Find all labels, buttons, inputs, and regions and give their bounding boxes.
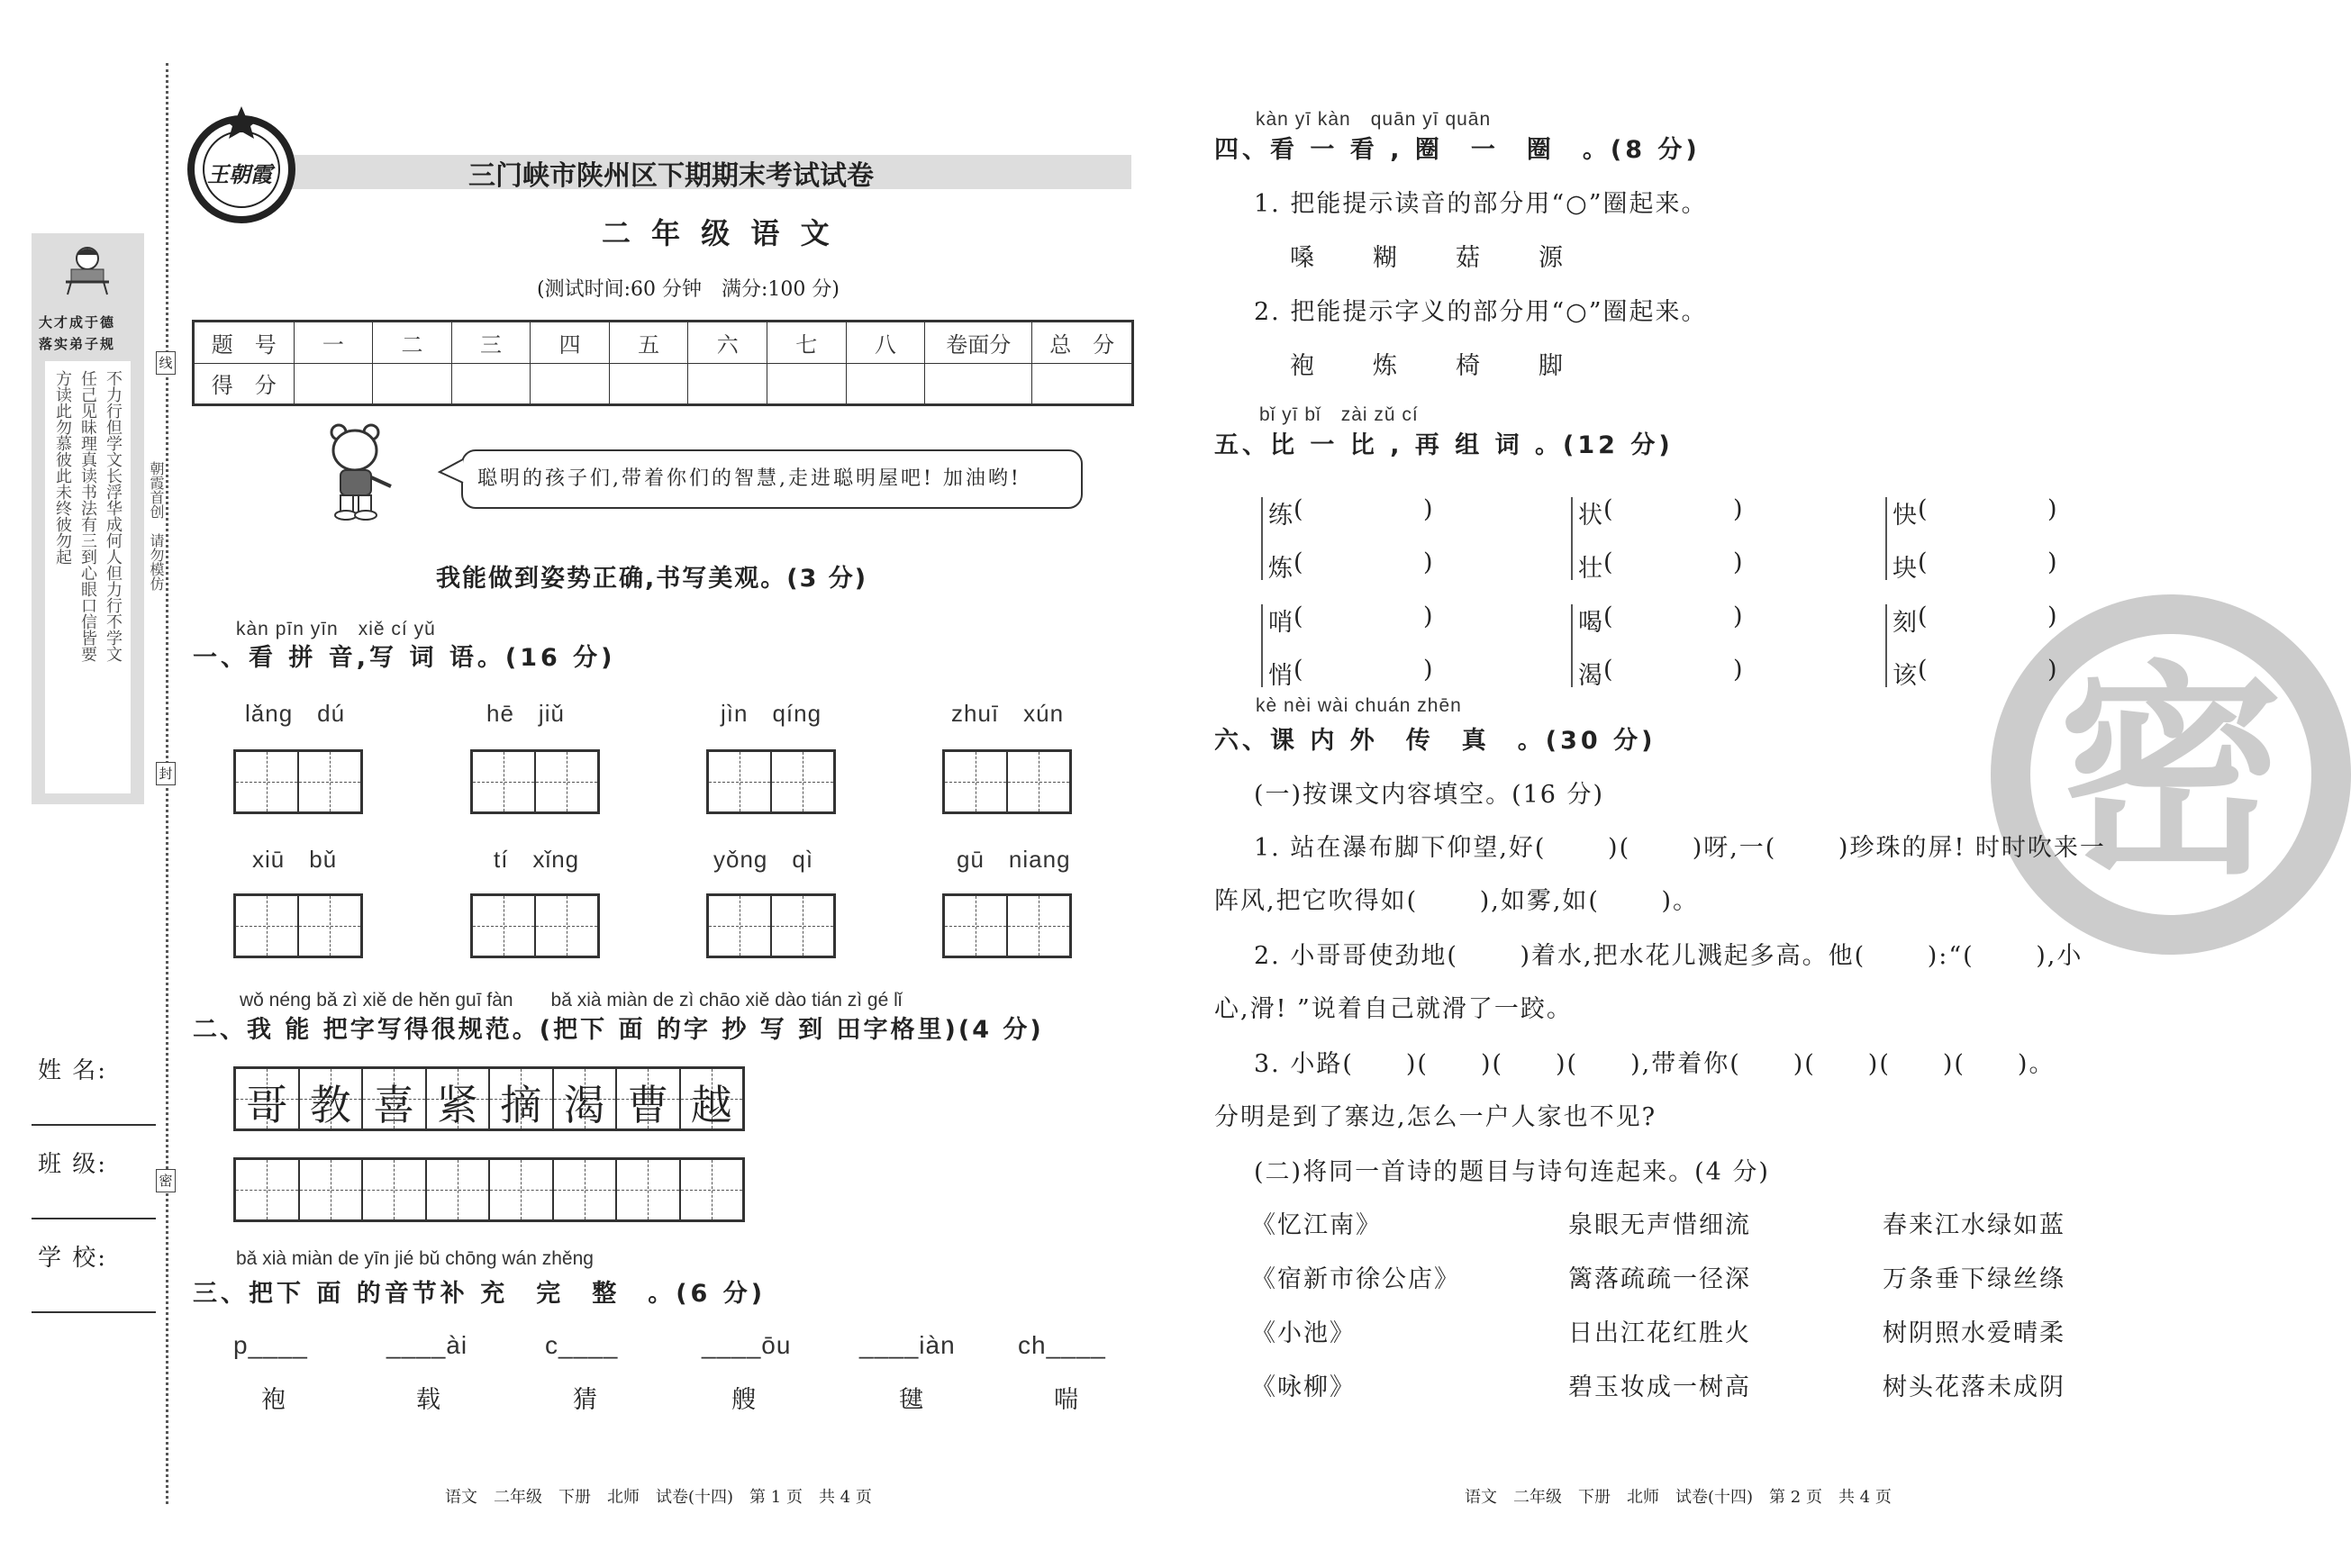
footer-page-2: 语文 二年级 下册 北师 试卷(十四) 第 2 页 共 4 页 bbox=[1465, 1488, 1892, 1507]
poem-line[interactable]: 碧玉妆成一树高 bbox=[1568, 1373, 1751, 1401]
model-char: 教 bbox=[309, 1081, 351, 1129]
table-header-cell: 五 bbox=[609, 322, 688, 364]
poem-line[interactable]: 篱落疏疏一径深 bbox=[1568, 1265, 1751, 1293]
writing-grid[interactable] bbox=[470, 749, 600, 814]
verse-column: 不力行但学文长浮华成何人但力行不学文 bbox=[104, 370, 123, 662]
writing-grid[interactable] bbox=[233, 749, 363, 814]
word-blank-close: ) bbox=[1733, 656, 1745, 684]
poem-title[interactable]: 《小池》 bbox=[1251, 1319, 1356, 1347]
model-char: 越 bbox=[690, 1081, 732, 1129]
word-pinyin: zhuī xún bbox=[951, 700, 1065, 727]
syllable-blank[interactable]: ____ài bbox=[386, 1331, 468, 1359]
q6-part2-heading: (二)将同一首诗的题目与诗句连起来。(4 分) bbox=[1254, 1158, 1770, 1186]
table-row bbox=[194, 322, 1133, 364]
group-bracket bbox=[1261, 497, 1263, 580]
q6-part1-heading: (一)按课文内容填空。(16 分) bbox=[1254, 781, 1605, 809]
syllable-blank[interactable]: p____ bbox=[233, 1331, 308, 1359]
group-bracket bbox=[1261, 604, 1263, 687]
word-blank-close: ) bbox=[2047, 495, 2059, 523]
compare-char: 状 bbox=[1578, 502, 1604, 530]
table-row bbox=[194, 363, 1133, 405]
fill-line: 分明是到了寨边,怎么一户人家也不见? bbox=[1214, 1103, 1657, 1131]
word-blank-open[interactable]: ( bbox=[1603, 495, 1615, 523]
word-pinyin: yǒng qì bbox=[713, 846, 814, 873]
q3-pinyin: bǎ xià miàn de yīn jié bǔ chōng wán zhěng bbox=[236, 1248, 594, 1269]
score-cell[interactable] bbox=[767, 363, 846, 405]
syllable-char: 喘 bbox=[1054, 1386, 1080, 1414]
cut-mark-secret: 密 bbox=[156, 1169, 176, 1192]
word-blank-open[interactable]: ( bbox=[1918, 495, 1929, 523]
table-header-cell: 一 bbox=[294, 322, 373, 364]
name-field[interactable] bbox=[32, 1124, 156, 1126]
model-char: 紧 bbox=[436, 1081, 478, 1129]
compare-char: 该 bbox=[1893, 662, 1919, 690]
poem-title[interactable]: 《咏柳》 bbox=[1251, 1373, 1356, 1401]
table-header-cell: 六 bbox=[688, 322, 767, 364]
sidebar-motto-2: 落实弟子规 bbox=[39, 336, 116, 352]
student-reading-illustration bbox=[60, 242, 114, 296]
score-cell[interactable] bbox=[294, 363, 373, 405]
word-pinyin: lǎng dú bbox=[245, 700, 346, 727]
word-blank-close: ) bbox=[1423, 548, 1435, 576]
group-bracket bbox=[1571, 497, 1573, 580]
score-cell[interactable] bbox=[373, 363, 452, 405]
word-pinyin: gū niang bbox=[957, 846, 1071, 873]
class-label: 班 级: bbox=[38, 1151, 108, 1178]
q2-heading: 二、我 能 把字写得很规范。(把下 面 的字 抄 写 到 田字格里)(4 分) bbox=[193, 1016, 1044, 1044]
table-header-cell: 二 bbox=[373, 322, 452, 364]
score-cell[interactable] bbox=[609, 363, 688, 405]
q6-heading: 六、课 内 外 传 真 。(30 分) bbox=[1214, 727, 1657, 755]
posture-heading: 我能做到姿势正确,书写美观。(3 分) bbox=[436, 565, 868, 593]
side-note: 朝霞首创 请勿模仿 bbox=[148, 461, 165, 591]
exam-info: (测试时间:60 分钟 满分:100 分) bbox=[537, 278, 840, 301]
word-blank-open[interactable]: ( bbox=[1294, 656, 1305, 684]
fill-line[interactable]: 阵风,把它吹得如( ),如雾,如( )。 bbox=[1214, 887, 1700, 915]
compare-char: 悄 bbox=[1268, 662, 1294, 690]
speech-bubble-tail bbox=[440, 458, 463, 485]
word-blank-close: ) bbox=[1733, 548, 1745, 576]
model-char: 哥 bbox=[246, 1081, 288, 1129]
q4-char: 椅 bbox=[1456, 352, 1482, 380]
fill-line[interactable]: 2. 小哥哥使劲地( )着水,把水花儿溅起多高。他( ):“( ),小 bbox=[1254, 942, 2083, 970]
word-blank-open[interactable]: ( bbox=[1603, 603, 1615, 630]
speech-bubble-text: 聪明的孩子们,带着你们的智慧,走进聪明屋吧! 加油哟! bbox=[477, 467, 1021, 490]
brand-logo bbox=[187, 106, 295, 223]
table-header-cell: 八 bbox=[846, 322, 925, 364]
word-blank-close: ) bbox=[1423, 603, 1435, 630]
model-char: 摘 bbox=[500, 1081, 542, 1129]
word-pinyin: jìn qíng bbox=[721, 700, 822, 727]
q4-char: 袍 bbox=[1290, 352, 1316, 380]
q4-instruction-2: 2. 把能提示字义的部分用“○”圈起来。 bbox=[1254, 298, 1708, 326]
table-header-cell: 四 bbox=[531, 322, 610, 364]
writing-grid[interactable] bbox=[233, 893, 363, 958]
compare-char: 练 bbox=[1268, 502, 1294, 530]
writing-grid[interactable] bbox=[706, 893, 836, 958]
name-label: 姓 名: bbox=[38, 1057, 108, 1084]
footer-page-1: 语文 二年级 下册 北师 试卷(十四) 第 1 页 共 4 页 bbox=[445, 1488, 872, 1507]
q1-heading: 一、看 拼 音,写 词 语。(16 分) bbox=[193, 644, 616, 672]
syllable-char: 猜 bbox=[573, 1386, 599, 1414]
syllable-blank[interactable]: c____ bbox=[545, 1331, 619, 1359]
syllable-blank[interactable]: ____iàn bbox=[859, 1331, 956, 1359]
class-field[interactable] bbox=[32, 1218, 156, 1219]
poem-line[interactable]: 泉眼无声惜细流 bbox=[1568, 1211, 1751, 1239]
score-table bbox=[192, 320, 1134, 406]
syllable-blank[interactable]: ch____ bbox=[1018, 1331, 1106, 1359]
logo-text: 王朝霞 bbox=[207, 161, 272, 187]
compare-char: 渴 bbox=[1578, 662, 1604, 690]
word-blank-close: ) bbox=[1733, 603, 1745, 630]
syllable-char: 艘 bbox=[731, 1386, 758, 1414]
score-cell[interactable] bbox=[846, 363, 925, 405]
poem-line[interactable]: 万条垂下绿丝绦 bbox=[1883, 1265, 2065, 1293]
secret-watermark: 密 bbox=[1991, 594, 2351, 955]
word-pinyin: hē jiǔ bbox=[486, 700, 565, 727]
compare-char: 壮 bbox=[1578, 555, 1604, 583]
sidebar-panel bbox=[32, 233, 144, 804]
score-cell[interactable] bbox=[451, 363, 531, 405]
q5-heading: 五、比 一 比 , 再 组 词 。(12 分) bbox=[1214, 431, 1674, 459]
word-blank-close: ) bbox=[1733, 495, 1745, 523]
syllable-char: 袍 bbox=[261, 1386, 287, 1414]
fill-line[interactable]: 1. 站在瀑布脚下仰望,好( )( )呀,一( )珍珠的屏! 时时吹来一 bbox=[1254, 834, 2106, 862]
cut-mark-line: 线 bbox=[156, 351, 176, 375]
score-row-label: 得 分 bbox=[194, 363, 295, 405]
copy-writing-grid[interactable] bbox=[233, 1157, 745, 1222]
table-header-cell: 总 分 bbox=[1032, 322, 1133, 364]
fill-line: 心,滑! ”说着自己就滑了一跤。 bbox=[1214, 995, 1573, 1023]
syllable-char: 毽 bbox=[899, 1386, 925, 1414]
word-blank-close: ) bbox=[1423, 495, 1435, 523]
table-header-cell: 题 号 bbox=[194, 322, 295, 364]
q4-heading: 四、看 一 看 , 圈 一 圈 。(8 分) bbox=[1214, 136, 1701, 164]
word-blank-close: ) bbox=[1423, 656, 1435, 684]
model-char: 曹 bbox=[627, 1081, 669, 1129]
poem-title[interactable]: 《忆江南》 bbox=[1251, 1211, 1382, 1239]
compare-char: 快 bbox=[1893, 502, 1919, 530]
q4-char: 嗓 bbox=[1290, 244, 1316, 272]
poem-line[interactable]: 树头花落未成阴 bbox=[1883, 1373, 2065, 1401]
word-blank-open[interactable]: ( bbox=[1603, 656, 1615, 684]
q4-char: 脚 bbox=[1539, 352, 1565, 380]
word-blank-open[interactable]: ( bbox=[1603, 548, 1615, 576]
word-blank-open[interactable]: ( bbox=[1918, 656, 1929, 684]
word-blank-open[interactable]: ( bbox=[1918, 548, 1929, 576]
compare-char: 炼 bbox=[1268, 555, 1294, 583]
poem-title[interactable]: 《宿新市徐公店》 bbox=[1251, 1265, 1460, 1293]
compare-char: 喝 bbox=[1578, 609, 1604, 637]
table-header-cell: 七 bbox=[767, 322, 846, 364]
verse-column: 方读此勿慕彼此未终彼勿起 bbox=[53, 370, 72, 565]
writing-grid[interactable] bbox=[706, 749, 836, 814]
word-blank-open[interactable]: ( bbox=[1294, 548, 1305, 576]
q3-heading: 三、把下 面 的音节补 充 完 整 。(6 分) bbox=[193, 1280, 767, 1308]
model-characters-grid bbox=[233, 1066, 745, 1131]
cut-mark-seal: 封 bbox=[156, 762, 176, 785]
writing-grid[interactable] bbox=[942, 893, 1072, 958]
school-field[interactable] bbox=[32, 1311, 156, 1313]
word-pinyin: tí xǐng bbox=[494, 846, 580, 873]
word-blank-close: ) bbox=[2047, 548, 2059, 576]
q4-char: 炼 bbox=[1373, 352, 1399, 380]
q6-pinyin: kè nèi wài chuán zhēn bbox=[1256, 695, 1462, 716]
exam-title: 三门峡市陕州区下期期末考试试卷 bbox=[468, 160, 874, 192]
word-pinyin: xiū bǔ bbox=[252, 846, 338, 873]
q1-pinyin: kàn pīn yīn xiě cí yǔ bbox=[236, 619, 436, 639]
verse-column: 任己见昧理真读书法有三到心眼口信皆要 bbox=[78, 370, 97, 662]
q4-char: 糊 bbox=[1373, 244, 1399, 272]
q4-instruction-1: 1. 把能提示读音的部分用“○”圈起来。 bbox=[1254, 190, 1708, 218]
q2-pinyin: wǒ néng bǎ zì xiě de hěn guī fàn bǎ xià miàn de zì chāo xiě dào tián zì gé lǐ bbox=[240, 990, 903, 1011]
q5-pinyin: bǐ yī bǐ zài zǔ cí bbox=[1259, 404, 1419, 425]
word-blank-open[interactable]: ( bbox=[1294, 603, 1305, 630]
compare-char: 刻 bbox=[1893, 609, 1919, 637]
q4-char: 菇 bbox=[1456, 244, 1482, 272]
word-blank-close: ) bbox=[2047, 603, 2059, 630]
q4-char: 源 bbox=[1539, 244, 1565, 272]
word-blank-open[interactable]: ( bbox=[1918, 603, 1929, 630]
group-bracket bbox=[1571, 604, 1573, 687]
score-cell[interactable] bbox=[925, 363, 1032, 405]
fill-line[interactable]: 3. 小路( )( )( )( ),带着你( )( )( )( )。 bbox=[1254, 1050, 2056, 1078]
school-label: 学 校: bbox=[38, 1245, 108, 1272]
compare-char: 哨 bbox=[1268, 609, 1294, 637]
writing-grid[interactable] bbox=[942, 749, 1072, 814]
word-blank-close: ) bbox=[2047, 656, 2059, 684]
table-header-cell: 三 bbox=[451, 322, 531, 364]
sidebar-verses bbox=[45, 361, 131, 793]
word-blank-open[interactable]: ( bbox=[1294, 495, 1305, 523]
group-bracket bbox=[1885, 497, 1887, 580]
model-char: 渴 bbox=[563, 1081, 605, 1129]
score-cell[interactable] bbox=[531, 363, 610, 405]
model-char: 喜 bbox=[373, 1081, 415, 1129]
poem-line[interactable]: 春来江水绿如蓝 bbox=[1883, 1211, 2065, 1239]
poem-line[interactable]: 日出江花红胜火 bbox=[1568, 1319, 1751, 1347]
q4-pinyin: kàn yī kàn quān yī quān bbox=[1256, 109, 1492, 130]
poem-line[interactable]: 树阴照水爱晴柔 bbox=[1883, 1319, 2065, 1347]
mascot-illustration bbox=[324, 423, 396, 521]
subject-title: 二 年 级 语 文 bbox=[602, 216, 835, 250]
score-cell[interactable] bbox=[688, 363, 767, 405]
group-bracket bbox=[1885, 604, 1887, 687]
writing-grid[interactable] bbox=[470, 893, 600, 958]
compare-char: 块 bbox=[1893, 555, 1919, 583]
sidebar-motto-1: 大才成于德 bbox=[39, 314, 116, 331]
score-cell[interactable] bbox=[1032, 363, 1133, 405]
table-header-cell: 卷面分 bbox=[925, 322, 1032, 364]
syllable-blank[interactable]: ____ōu bbox=[702, 1331, 792, 1359]
syllable-char: 载 bbox=[416, 1386, 442, 1414]
